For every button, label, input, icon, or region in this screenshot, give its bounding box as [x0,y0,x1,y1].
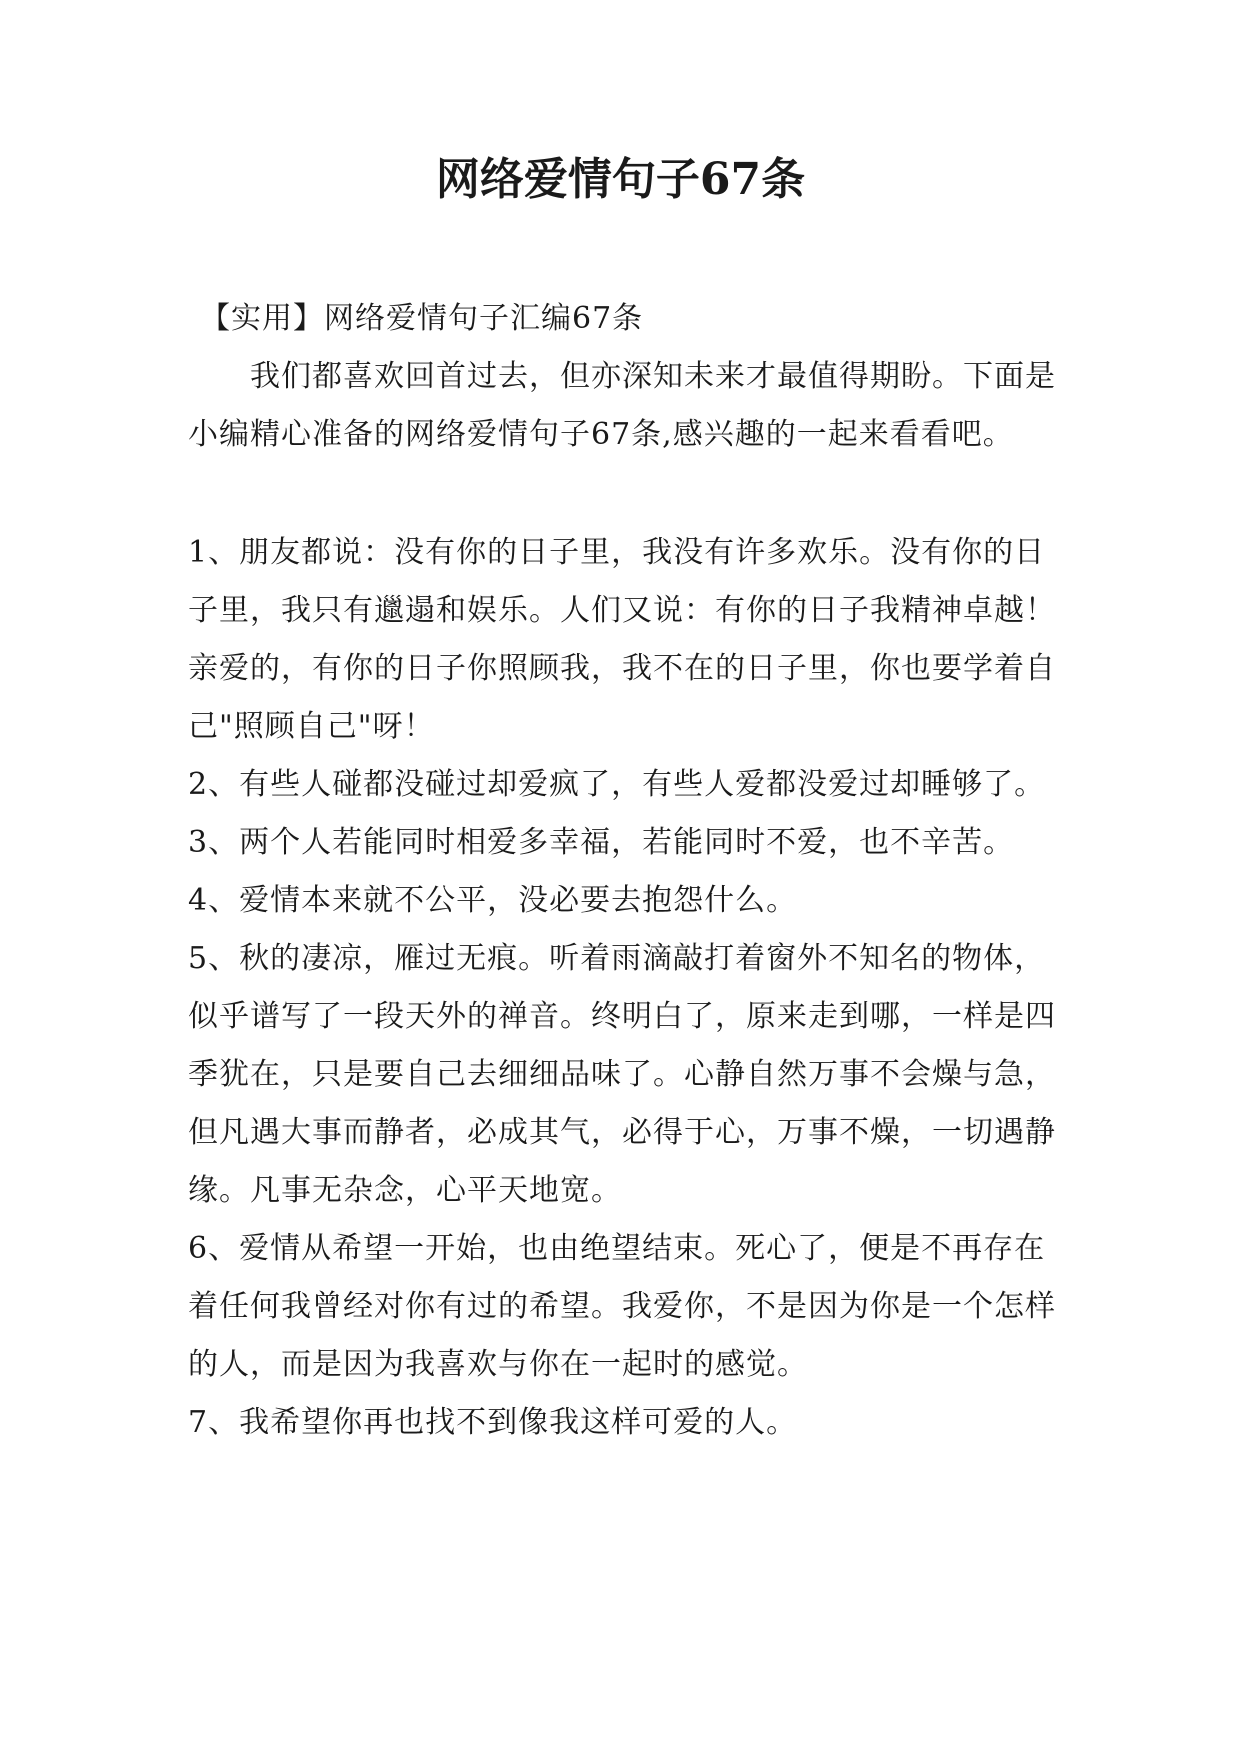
list-item: 7、我希望你再也找不到像我这样可爱的人。 [188,1405,798,1440]
document-subtitle: 【实用】网络爱情句子汇编67条 [200,301,644,336]
list-item: 5、秋的凄凉，雁过无痕。听着雨滴敲打着窗外不知名的物体，似乎谱写了一段天外的禅音。终明白了，原来走到哪，一样是四季犹在，只是要自己去细细品味了。心静自然万事不会燥与急，但凡遇大事而静者，必成其气，必得于心，万事不燥，一切遇静缘。凡事无杂念，心平天地宽。 [188,941,1056,1208]
intro-paragraph: 我们都喜欢回首过去，但亦深知未来才最值得期盼。下面是小编精心准备的网络爱情句子67条,感兴趣的一起来看看吧。 [188,359,1056,452]
list-item: 2、有些人碰都没碰过却爱疯了，有些人爱都没爱过却睡够了。 [188,767,1046,802]
list-item: 3、两个人若能同时相爱多幸福，若能同时不爱，也不辛苦。 [188,825,1015,860]
document-body [188,290,1068,1452]
document-title: 网络爱情句子67条 [435,154,806,205]
list-item: 4、爱情本来就不公平，没必要去抱怨什么。 [188,883,798,918]
list-item: 1、朋友都说：没有你的日子里，我没有许多欢乐。没有你的日子里，我只有邋遢和娱乐。人们又说：有你的日子我精神卓越！亲爱的，有你的日子你照顾我，我不在的日子里，你也要学着自己"照顾自己"呀！ [188,535,1056,744]
paragraph-gap [188,464,1068,524]
list-item: 6、爱情从希望一开始，也由绝望结束。死心了，便是不再存在着任何我曾经对你有过的希望。我爱你，不是因为你是一个怎样的人，而是因为我喜欢与你在一起时的感觉。 [188,1231,1056,1382]
